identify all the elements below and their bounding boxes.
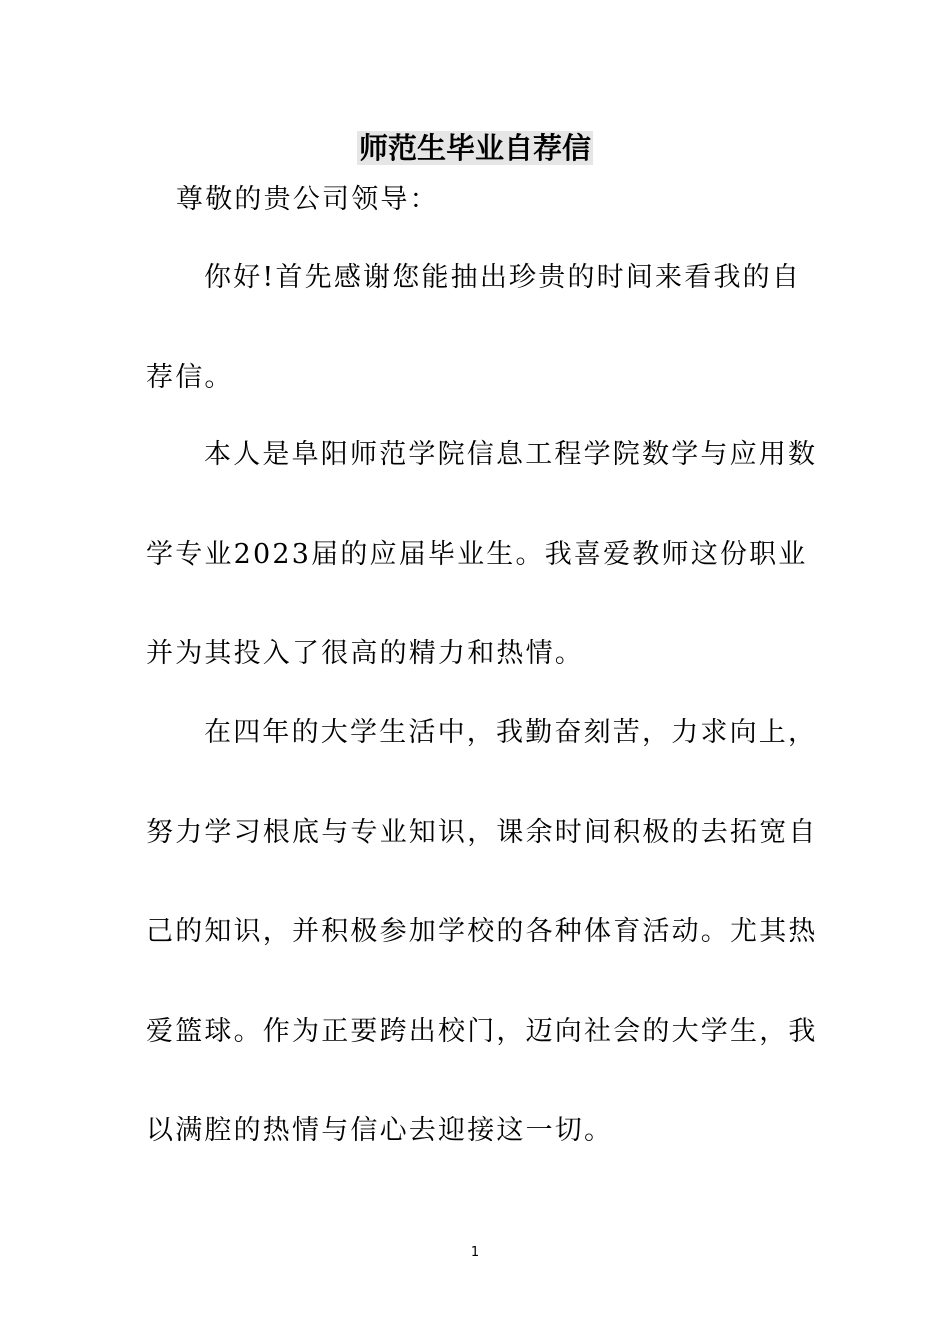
salutation: 尊敬的贵公司领导：: [176, 184, 439, 215]
body-line: 爱篮球。作为正要跨出校门，迈向社会的大学生，我: [146, 1016, 818, 1047]
body-line: 己的知识，并积极参加学校的各种体育活动。尤其热: [146, 916, 818, 947]
body-line: 以满腔的热情与信心去迎接这一切。: [146, 1115, 614, 1146]
body-line: 努力学习根底与专业知识，课余时间积极的去拓宽自: [146, 817, 818, 848]
body-line: 本人是阜阳师范学院信息工程学院数学与应用数: [204, 439, 818, 470]
body-line: 学专业2023届的应届毕业生。我喜爱教师这份职业: [146, 539, 808, 570]
page-number: 1: [470, 1245, 480, 1260]
body-line: 你好!首先感谢您能抽出珍贵的时间来看我的自: [204, 262, 802, 293]
body-line: 在四年的大学生活中，我勤奋刻苦，力求向上，: [204, 717, 818, 748]
document-title: 师范生毕业自荐信: [358, 131, 591, 165]
body-line: 并为其投入了很高的精力和热情。: [146, 638, 584, 669]
body-line: 荐信。: [146, 362, 234, 393]
document-title-container: [0, 128, 950, 168]
